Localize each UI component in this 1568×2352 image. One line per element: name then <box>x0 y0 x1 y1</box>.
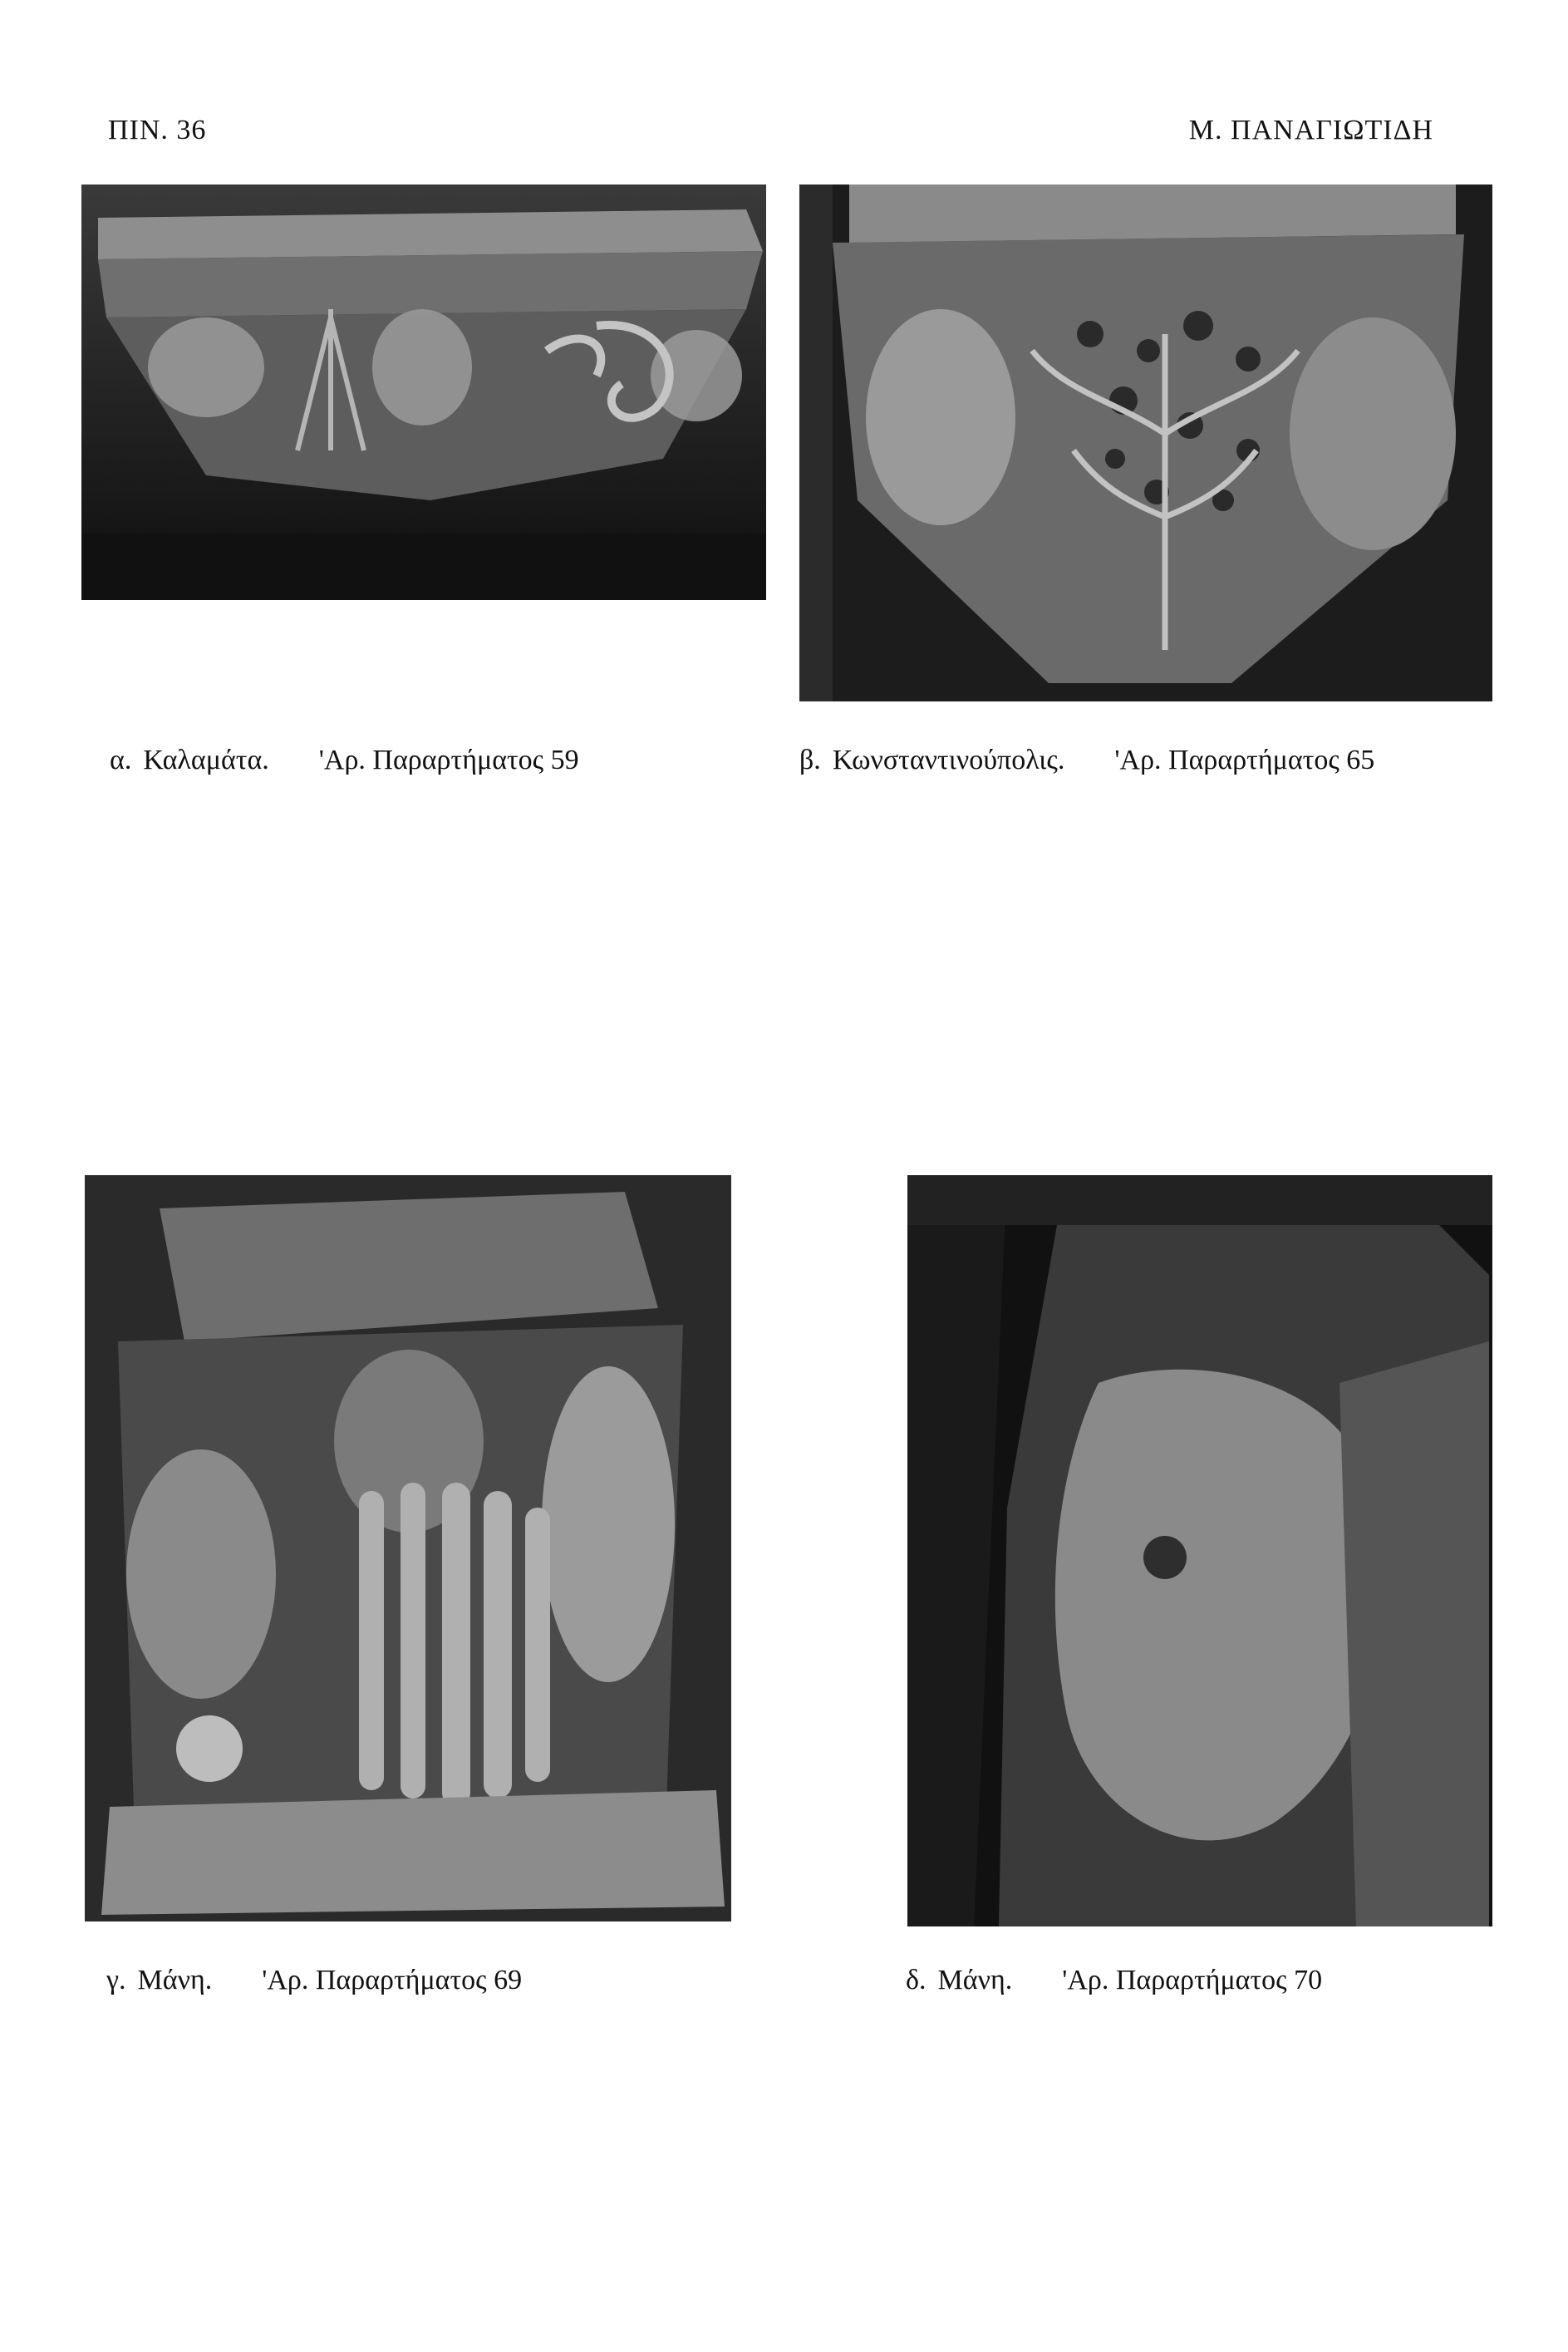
caption-ref: 'Αρ. Παραρτήματος 69 <box>262 1965 523 1995</box>
caption-place: Μάνη. <box>937 1965 1013 1995</box>
caption-ref: 'Αρ. Παραρτήματος 59 <box>318 745 579 775</box>
caption-place: Καλαμάτα. <box>143 745 269 775</box>
caption-beta <box>799 745 1374 776</box>
plate-number: ΠΙΝ. 36 <box>108 115 207 145</box>
caption-place: Μάνη. <box>137 1965 213 1995</box>
caption-letter: γ. <box>106 1965 126 1995</box>
caption-letter: α. <box>110 745 132 775</box>
caption-ref: 'Αρ. Παραρτήματος 65 <box>1114 745 1375 775</box>
caption-ref: 'Αρ. Παραρτήματος 70 <box>1062 1965 1323 1995</box>
photo-gamma-capital <box>85 1175 731 1921</box>
photo-delta-capital <box>907 1175 1492 1926</box>
photo-beta-capital <box>799 185 1492 701</box>
caption-alpha <box>110 745 579 776</box>
caption-delta <box>906 1965 1322 1996</box>
author-name: Μ. ΠΑΝΑΓΙΩΤΙΔΗ <box>1188 115 1433 145</box>
caption-letter: δ. <box>906 1965 927 1995</box>
caption-place: Κωνσταντινούπολις. <box>832 745 1065 775</box>
caption-gamma <box>106 1965 522 1996</box>
caption-letter: β. <box>799 745 821 775</box>
photo-alpha-capital <box>81 185 766 600</box>
